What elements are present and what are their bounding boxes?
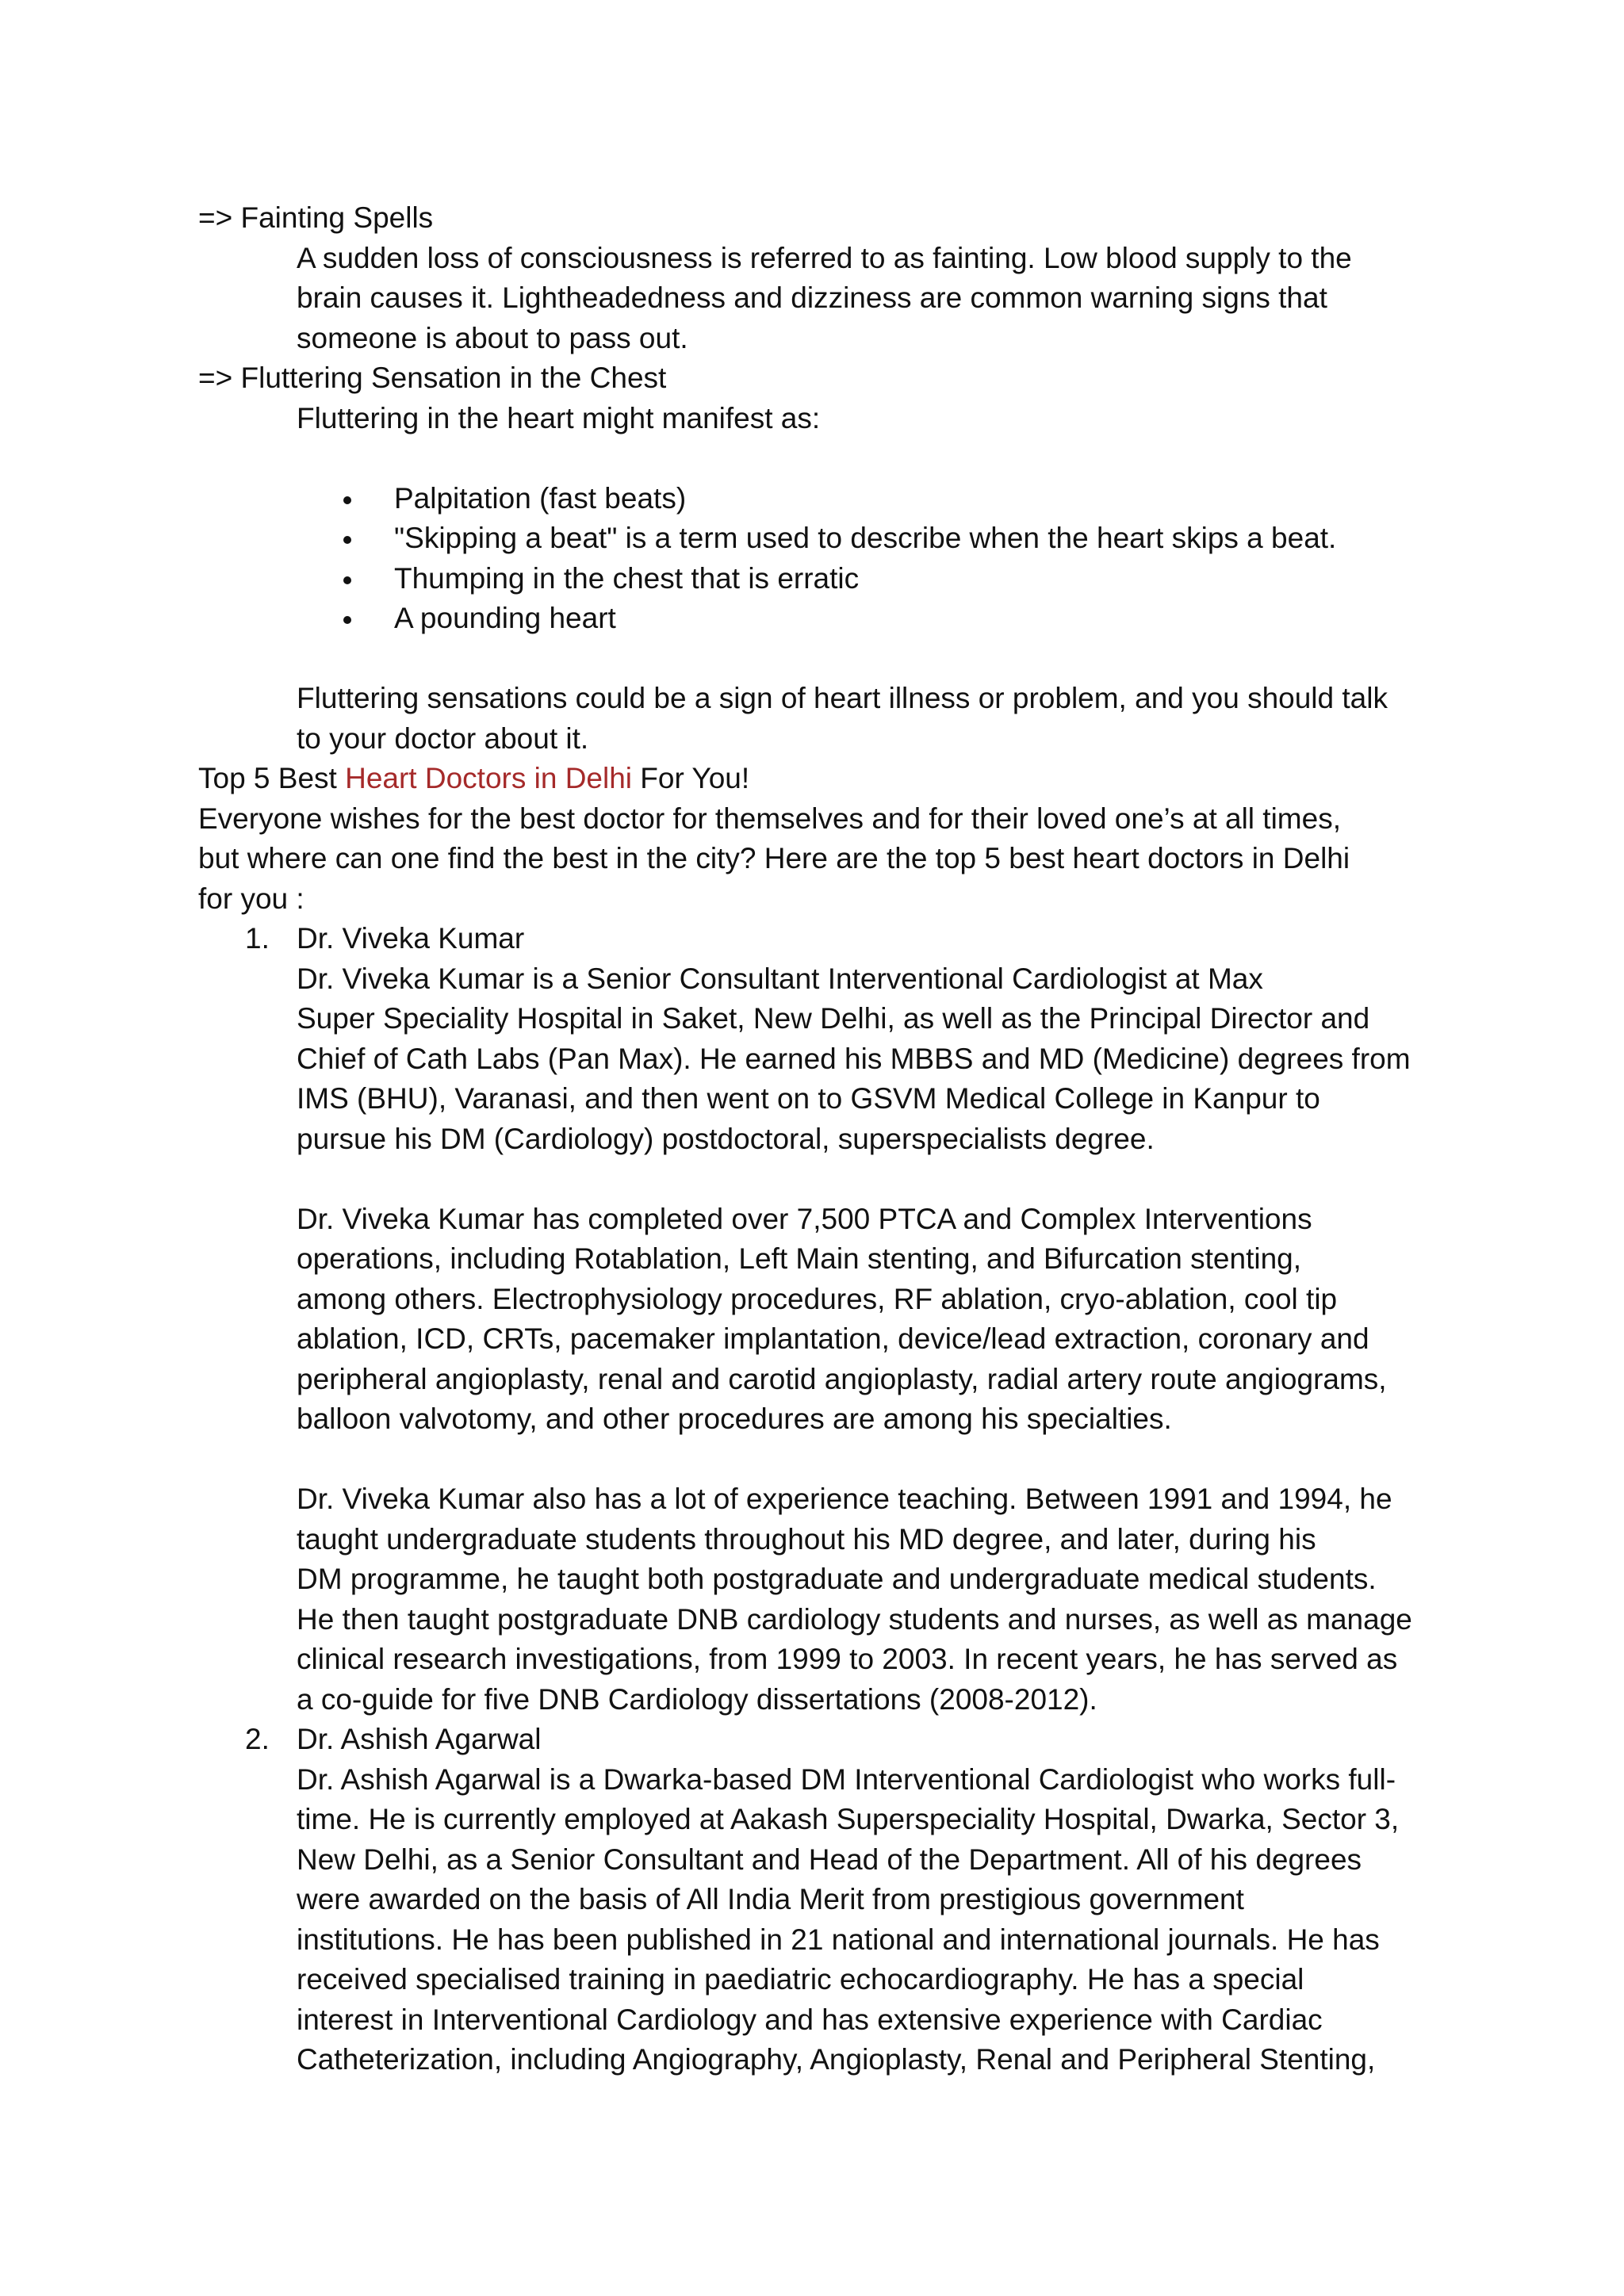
doctor-bio-line: clinical research investigations, from 1999 to 2003. In recent years, he has served as	[297, 1643, 1398, 1675]
doctor-name: Dr. Ashish Agarwal	[297, 1723, 542, 1755]
bullet-dot-icon	[343, 616, 351, 624]
doctor-bio-line: DM programme, he taught both postgraduate and undergraduate medical students.	[297, 1563, 1377, 1595]
doctor-bio-line: Super Speciality Hospital in Saket, New Delhi, as well as the Principal Director and	[297, 1002, 1370, 1035]
doctor-number: 2.	[245, 1723, 270, 1755]
bullet-dot-icon	[343, 496, 351, 504]
doctor-bio-line: institutions. He has been published in 21 national and international journals. He has	[297, 1923, 1380, 1956]
doctor-number: 1.	[245, 922, 270, 955]
doctor-bio-line: time. He is currently employed at Aakash Superspeciality Hospital, Dwarka, Sector 3,	[297, 1803, 1400, 1835]
doctor-bio-line: interest in Interventional Cardiology and has extensive experience with Cardiac	[297, 2003, 1323, 2036]
fluttering-outro-line: Fluttering sensations could be a sign of heart illness or problem, and you should talk	[297, 682, 1388, 714]
doctor-bio-line: pursue his DM (Cardiology) postdoctoral, superspecialists degree.	[297, 1123, 1155, 1155]
fluttering-outro-line: to your doctor about it.	[297, 722, 589, 755]
top5-intro-line: for you :	[198, 882, 304, 915]
doctor-bio-line: IMS (BHU), Varanasi, and then went on to GSVM Medical College in Kanpur to	[297, 1082, 1320, 1115]
doctor-bio-line: Dr. Ashish Agarwal is a Dwarka-based DM Interventional Cardiologist who works full-	[297, 1763, 1396, 1796]
doctor-bio-line: taught undergraduate students throughout his MD degree, and later, during his	[297, 1523, 1316, 1556]
list-item: Palpitation (fast beats)	[394, 482, 687, 515]
fainting-para-line: A sudden loss of consciousness is referred to as fainting. Low blood supply to the	[297, 242, 1352, 274]
bullet-dot-icon	[343, 536, 351, 544]
fainting-para-line: brain causes it. Lightheadedness and dizziness are common warning signs that	[297, 281, 1327, 314]
doctor-bio-line: peripheral angioplasty, renal and carotid angioplasty, radial artery route angiograms,	[297, 1363, 1387, 1395]
doctor-bio-line: balloon valvotomy, and other procedures are among his specialties.	[297, 1402, 1172, 1435]
fluttering-heading: => Fluttering Sensation in the Chest	[198, 362, 667, 394]
doctor-bio-line: operations, including Rotablation, Left Main stenting, and Bifurcation stenting,	[297, 1242, 1302, 1275]
doctor-name: Dr. Viveka Kumar	[297, 922, 525, 955]
doctor-bio-line: among others. Electrophysiology procedures, RF ablation, cryo-ablation, cool tip	[297, 1283, 1338, 1315]
top5-heading-suffix: For You!	[632, 762, 750, 794]
fluttering-intro: Fluttering in the heart might manifest as:	[297, 402, 821, 434]
list-item: A pounding heart	[394, 602, 616, 634]
doctor-bio-line: He then taught postgraduate DNB cardiology students and nurses, as well as manage	[297, 1603, 1412, 1636]
top5-intro-line: Everyone wishes for the best doctor for themselves and for their loved one’s at all times,	[198, 802, 1341, 835]
doctor-bio-line: a co-guide for five DNB Cardiology dissertations (2008-2012).	[297, 1683, 1097, 1716]
doctor-bio-line: were awarded on the basis of All India Merit from prestigious government	[297, 1883, 1244, 1915]
fainting-para-line: someone is about to pass out.	[297, 322, 688, 354]
doctor-bio-line: Catheterization, including Angiography, Angioplasty, Renal and Peripheral Stenting,	[297, 2043, 1376, 2076]
doctor-bio-line: ablation, ICD, CRTs, pacemaker implantation, device/lead extraction, coronary and	[297, 1322, 1369, 1355]
list-item: "Skipping a beat" is a term used to describe when the heart skips a beat.	[394, 522, 1337, 554]
bullet-dot-icon	[343, 576, 351, 584]
doctor-bio-line: Dr. Viveka Kumar also has a lot of experience teaching. Between 1991 and 1994, he	[297, 1483, 1392, 1515]
list-item: Thumping in the chest that is erratic	[394, 562, 860, 595]
heart-doctors-link[interactable]: Heart Doctors in Delhi	[345, 762, 633, 794]
top5-intro-line: but where can one find the best in the city? Here are the top 5 best heart doctors in Delhi	[198, 842, 1350, 874]
doctor-bio-line: Dr. Viveka Kumar has completed over 7,500 PTCA and Complex Interventions	[297, 1203, 1312, 1235]
fainting-heading: => Fainting Spells	[198, 201, 434, 234]
top5-heading	[198, 759, 749, 799]
top5-heading-prefix: Top 5 Best	[198, 762, 346, 794]
doctor-bio-line: Dr. Viveka Kumar is a Senior Consultant Interventional Cardiologist at Max	[297, 962, 1263, 995]
doctor-bio-line: Chief of Cath Labs (Pan Max). He earned his MBBS and MD (Medicine) degrees from	[297, 1043, 1411, 1075]
doctor-bio-line: New Delhi, as a Senior Consultant and Head of the Department. All of his degrees	[297, 1843, 1362, 1876]
doctor-bio-line: received specialised training in paediatric echocardiography. He has a special	[297, 1963, 1304, 1996]
